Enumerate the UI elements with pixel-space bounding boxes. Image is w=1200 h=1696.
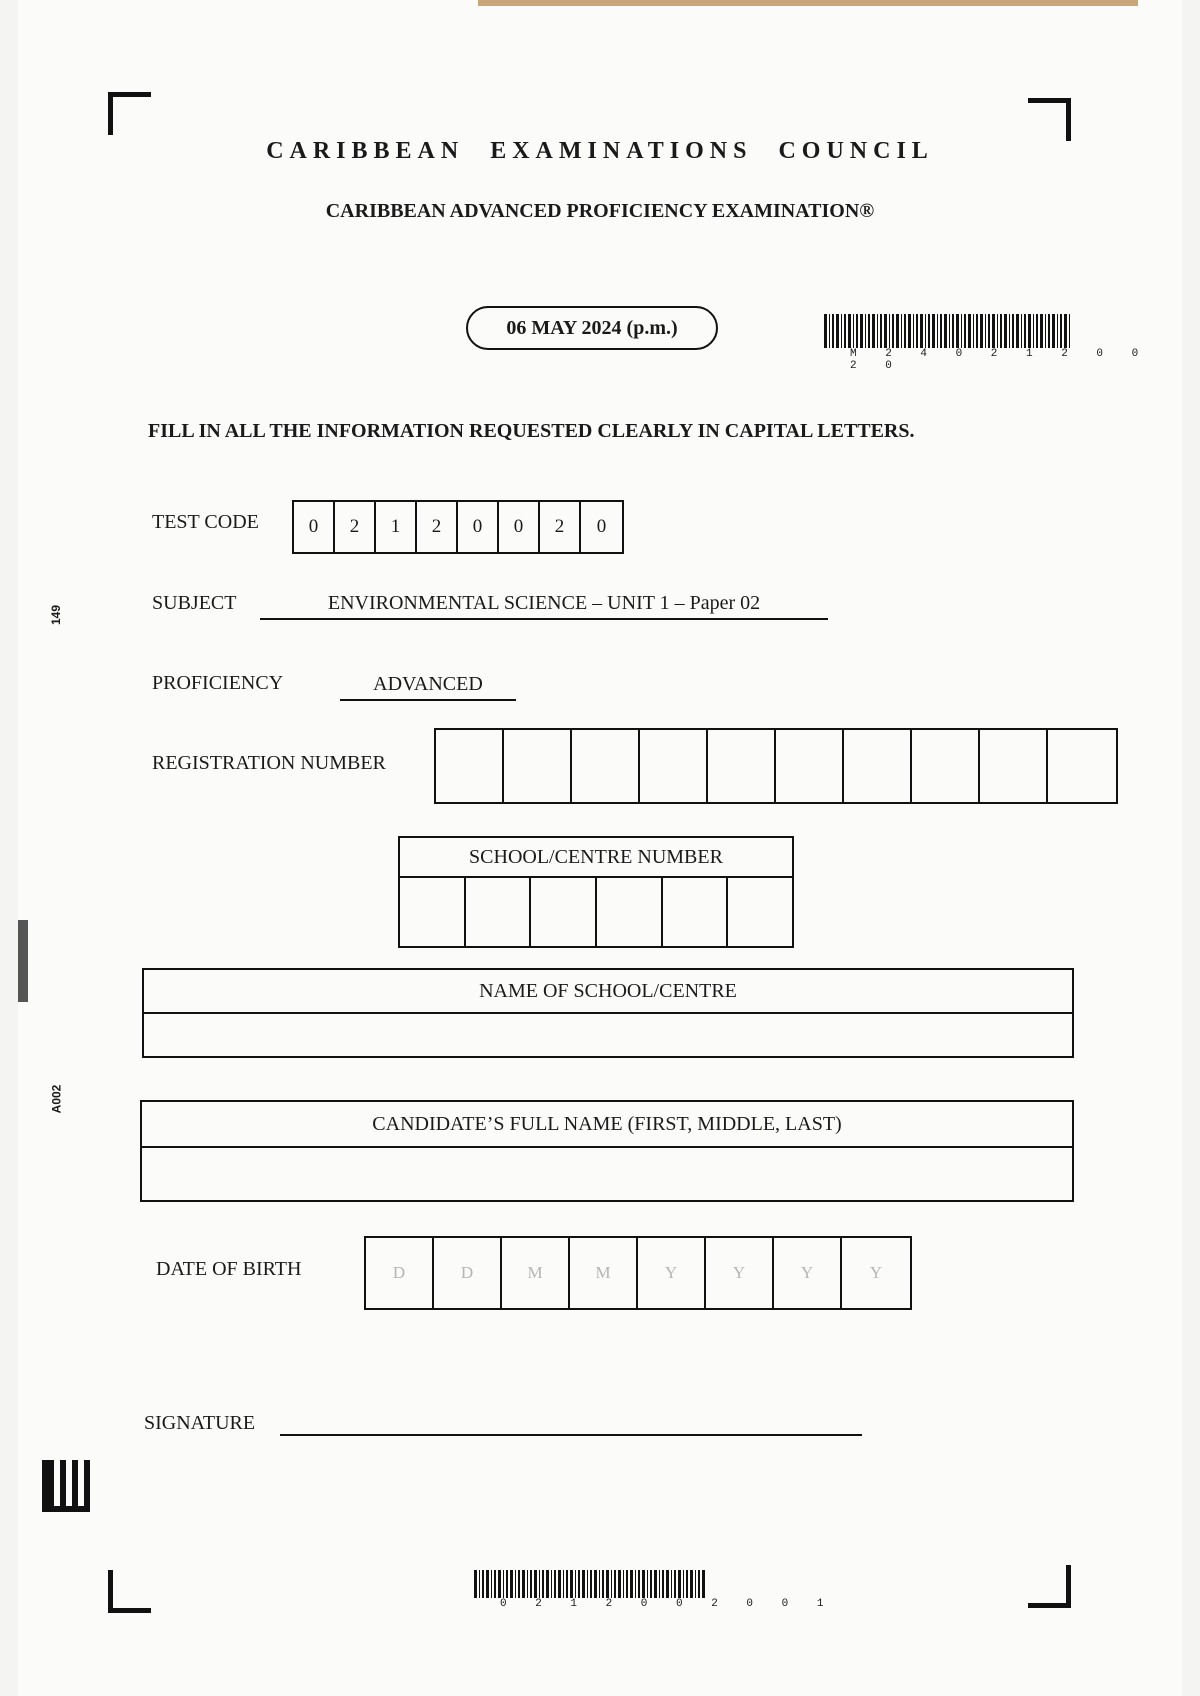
barcode-bar xyxy=(1057,314,1058,348)
barcode-bar xyxy=(503,1570,504,1598)
barcode-bar xyxy=(860,314,863,348)
test-code-label: TEST CODE xyxy=(152,511,259,533)
barcode-bar xyxy=(856,314,858,348)
matrix-module xyxy=(84,1506,90,1513)
barcode-bar xyxy=(563,1570,564,1598)
barcode-bar xyxy=(587,1570,588,1598)
barcode-bar xyxy=(674,1570,676,1598)
barcode-bar xyxy=(1036,314,1038,348)
barcode-bar xyxy=(988,314,990,348)
barcode-bar xyxy=(551,1570,552,1598)
barcode-bar xyxy=(575,1570,576,1598)
barcode-bar xyxy=(1040,314,1043,348)
barcode-bar xyxy=(877,314,878,348)
date-of-birth-cell[interactable]: Y xyxy=(706,1238,774,1308)
barcode-bar xyxy=(515,1570,516,1598)
barcode-bar xyxy=(1069,314,1070,348)
school-centre-number-box xyxy=(398,836,794,948)
barcode-bar xyxy=(530,1570,532,1598)
school-centre-number-cells xyxy=(400,878,792,948)
signature-label: SIGNATURE xyxy=(144,1412,256,1434)
exam-title: CARIBBEAN ADVANCED PROFICIENCY EXAMINATION® xyxy=(325,200,875,222)
registration-number-cell[interactable] xyxy=(1048,730,1116,802)
registration-number-cell[interactable] xyxy=(776,730,844,802)
barcode-bar xyxy=(518,1570,520,1598)
barcode-bar xyxy=(683,1570,684,1598)
date-of-birth-cell[interactable]: Y xyxy=(869,1263,883,1282)
barcode-bar xyxy=(527,1570,528,1598)
candidate-name-label: CANDIDATE’S FULL NAME (FIRST, MIDDLE, LAST) xyxy=(142,1102,1072,1148)
barcode-bar xyxy=(1016,314,1019,348)
barcode-bar xyxy=(949,314,950,348)
test-code-digit: 2 xyxy=(417,502,458,552)
barcode-bar xyxy=(618,1570,621,1598)
barcode-bar xyxy=(985,314,986,348)
school-centre-number-cell[interactable] xyxy=(597,878,663,948)
barcode-bar xyxy=(594,1570,597,1598)
test-code-boxes xyxy=(292,500,624,554)
margin-bar xyxy=(18,920,28,1002)
school-centre-number-cell[interactable] xyxy=(531,878,597,948)
subject-label: SUBJECT xyxy=(152,592,237,614)
barcode-bar xyxy=(647,1570,648,1598)
registration-number-cell[interactable] xyxy=(504,730,572,802)
barcode-bar xyxy=(1045,314,1046,348)
barcode-bar xyxy=(546,1570,549,1598)
corner-mark-bottom-right xyxy=(1028,1565,1071,1608)
registration-number-cell[interactable] xyxy=(640,730,708,802)
barcode-bar xyxy=(498,1570,501,1598)
barcode-bar xyxy=(491,1570,492,1598)
date-of-birth-cell[interactable]: Y xyxy=(774,1238,842,1308)
barcode-bar xyxy=(578,1570,580,1598)
barcode-bar xyxy=(928,314,930,348)
footer-barcode xyxy=(474,1570,707,1598)
barcode-bar xyxy=(1000,314,1002,348)
barcode-bar xyxy=(1012,314,1014,348)
date-of-birth-cell[interactable]: M xyxy=(570,1238,638,1308)
registration-number-cell[interactable] xyxy=(436,730,504,802)
barcode-bar xyxy=(997,314,998,348)
barcode-bar xyxy=(638,1570,640,1598)
barcode-bar xyxy=(690,1570,693,1598)
barcode-bar xyxy=(539,1570,540,1598)
barcode-bar xyxy=(916,314,918,348)
subject-value: ENVIRONMENTAL SCIENCE – UNIT 1 – Paper 02 xyxy=(260,592,828,620)
barcode-bar xyxy=(832,314,834,348)
barcode-bar xyxy=(486,1570,489,1598)
test-code-digit: 1 xyxy=(376,502,417,552)
test-code-digit: 0 xyxy=(596,516,607,537)
barcode-bar xyxy=(626,1570,628,1598)
registration-number-label: REGISTRATION NUMBER xyxy=(152,752,386,774)
barcode-bar xyxy=(474,1570,477,1598)
date-of-birth-cell[interactable]: M xyxy=(502,1238,570,1308)
barcode-bar xyxy=(602,1570,604,1598)
barcode-bar xyxy=(853,314,854,348)
barcode-bar xyxy=(590,1570,592,1598)
registration-number-cell[interactable] xyxy=(708,730,776,802)
barcode-bar xyxy=(695,1570,696,1598)
header-barcode xyxy=(824,314,1072,348)
barcode-bar xyxy=(1009,314,1010,348)
barcode-bar xyxy=(844,314,846,348)
barcode-bar xyxy=(896,314,899,348)
barcode-bar xyxy=(944,314,947,348)
test-code-digit: 2 xyxy=(540,502,581,552)
barcode-bar xyxy=(976,314,978,348)
registration-number-cell[interactable] xyxy=(912,730,980,802)
barcode-bar xyxy=(614,1570,616,1598)
test-code-digit: 0 xyxy=(294,502,335,552)
barcode-bar xyxy=(642,1570,645,1598)
barcode-bar xyxy=(940,314,942,348)
barcode-bar xyxy=(952,314,954,348)
barcode-bar xyxy=(868,314,870,348)
barcode-bar xyxy=(1033,314,1034,348)
barcode-bar xyxy=(956,314,959,348)
page-edge-strip xyxy=(478,0,1138,6)
barcode-bar xyxy=(678,1570,681,1598)
margin-page-number: 149 xyxy=(49,604,64,626)
corner-mark-bottom-left xyxy=(108,1570,151,1613)
barcode-bar xyxy=(494,1570,496,1598)
candidate-name-field[interactable] xyxy=(142,1148,1072,1202)
school-centre-number-cell[interactable] xyxy=(400,878,466,948)
school-name-box xyxy=(142,968,1074,1058)
barcode-bar xyxy=(635,1570,636,1598)
barcode-bar xyxy=(522,1570,525,1598)
barcode-bar xyxy=(920,314,923,348)
barcode-bar xyxy=(1052,314,1055,348)
barcode-bar xyxy=(654,1570,657,1598)
barcode-bar xyxy=(666,1570,669,1598)
date-of-birth-cell[interactable]: D xyxy=(366,1238,434,1308)
barcode-bar xyxy=(901,314,902,348)
candidate-name-box xyxy=(140,1100,1074,1202)
date-of-birth-label: DATE OF BIRTH xyxy=(156,1258,302,1280)
barcode-bar xyxy=(1064,314,1067,348)
corner-mark-top-right xyxy=(1028,98,1071,141)
test-code-digit: 2 xyxy=(335,502,376,552)
barcode-bar xyxy=(606,1570,609,1598)
barcode-bar xyxy=(908,314,911,348)
header-barcode-number: M 2 4 0 2 1 2 0 0 2 0 xyxy=(850,348,1150,372)
school-name-label: NAME OF SCHOOL/CENTRE xyxy=(144,970,1072,1014)
barcode-bar xyxy=(841,314,842,348)
exam-date: 06 MAY 2024 (p.m.) xyxy=(506,316,678,339)
barcode-bar xyxy=(570,1570,573,1598)
barcode-bar xyxy=(964,314,966,348)
barcode-bar xyxy=(1021,314,1022,348)
date-of-birth-cell[interactable]: D xyxy=(434,1238,502,1308)
barcode-bar xyxy=(968,314,971,348)
barcode-bar xyxy=(880,314,882,348)
barcode-bar xyxy=(662,1570,664,1598)
barcode-bar xyxy=(582,1570,585,1598)
barcode-bar xyxy=(558,1570,561,1598)
barcode-bar xyxy=(650,1570,652,1598)
barcode-bar xyxy=(961,314,962,348)
barcode-bar xyxy=(671,1570,672,1598)
barcode-bar xyxy=(698,1570,700,1598)
test-code-digit: 0 xyxy=(458,502,499,552)
signature-line[interactable] xyxy=(280,1408,862,1436)
barcode-bar xyxy=(904,314,906,348)
exam-date-badge xyxy=(466,306,718,350)
barcode-bar xyxy=(892,314,894,348)
barcode-bar xyxy=(872,314,875,348)
barcode-bar xyxy=(836,314,839,348)
barcode-bar xyxy=(686,1570,688,1598)
registration-number-cell[interactable] xyxy=(572,730,640,802)
barcode-bar xyxy=(973,314,974,348)
school-name-field[interactable] xyxy=(144,1014,1072,1058)
barcode-bar xyxy=(992,314,995,348)
barcode-bar xyxy=(1048,314,1050,348)
barcode-bar xyxy=(884,314,887,348)
barcode-bar xyxy=(479,1570,480,1598)
barcode-bar xyxy=(824,314,827,348)
barcode-bar xyxy=(980,314,983,348)
barcode-bar xyxy=(566,1570,568,1598)
council-title: CARIBBEAN EXAMINATIONS COUNCIL xyxy=(266,138,934,164)
date-of-birth-cell[interactable]: Y xyxy=(638,1238,706,1308)
school-centre-number-cell[interactable] xyxy=(466,878,532,948)
barcode-bar xyxy=(1028,314,1031,348)
footer-barcode-number: 0 2 1 2 0 0 2 0 0 1 xyxy=(500,1598,835,1610)
barcode-bar xyxy=(889,314,890,348)
barcode-bar xyxy=(1024,314,1026,348)
barcode-bar xyxy=(865,314,866,348)
registration-number-cell[interactable] xyxy=(844,730,912,802)
barcode-bar xyxy=(599,1570,600,1598)
barcode-bar xyxy=(534,1570,537,1598)
barcode-bar xyxy=(1060,314,1062,348)
barcode-bar xyxy=(913,314,914,348)
school-centre-number-cell[interactable] xyxy=(728,878,792,948)
date-of-birth-boxes xyxy=(364,1236,912,1310)
test-code-digit: 0 xyxy=(499,502,540,552)
barcode-bar xyxy=(925,314,926,348)
barcode-bar xyxy=(623,1570,624,1598)
barcode-bar xyxy=(829,314,830,348)
instruction-text: FILL IN ALL THE INFORMATION REQUESTED CLEARLY IN CAPITAL LETTERS. xyxy=(148,420,915,442)
barcode-bar xyxy=(937,314,938,348)
exam-cover-page xyxy=(18,0,1182,1696)
barcode-bar xyxy=(932,314,935,348)
school-centre-number-label: SCHOOL/CENTRE NUMBER xyxy=(400,838,792,878)
proficiency-value: ADVANCED xyxy=(340,673,516,701)
barcode-bar xyxy=(848,314,851,348)
barcode-bar xyxy=(506,1570,508,1598)
registration-number-cell[interactable] xyxy=(980,730,1048,802)
registration-number-boxes xyxy=(434,728,1118,804)
proficiency-label: PROFICIENCY xyxy=(152,672,284,694)
margin-code: A002 xyxy=(49,1084,64,1114)
barcode-bar xyxy=(659,1570,660,1598)
corner-mark-top-left xyxy=(108,92,151,135)
data-matrix-code xyxy=(42,1460,90,1512)
barcode-bar xyxy=(1004,314,1007,348)
school-centre-number-cell[interactable] xyxy=(663,878,729,948)
barcode-bar xyxy=(554,1570,556,1598)
barcode-bar xyxy=(702,1570,705,1598)
barcode-bar xyxy=(510,1570,513,1598)
barcode-bar xyxy=(482,1570,484,1598)
barcode-bar xyxy=(542,1570,544,1598)
barcode-bar xyxy=(630,1570,633,1598)
barcode-bar xyxy=(611,1570,612,1598)
